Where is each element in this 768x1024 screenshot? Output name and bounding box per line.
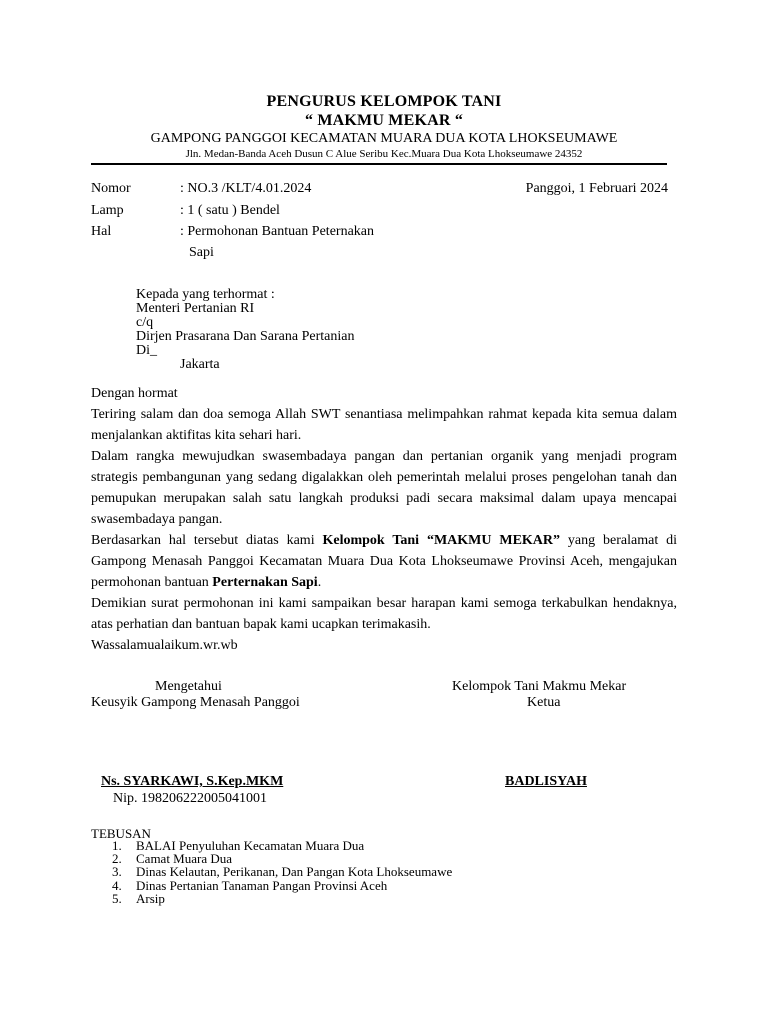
sign-left-nip: Nip. 198206222005041001 <box>113 791 267 806</box>
sign-left-name: Ns. SYARKAWI, S.Kep.MKM <box>101 774 284 789</box>
recipient-line-1: Kepada yang terhormat : <box>136 287 275 302</box>
tembusan-item: 5. Arsip <box>112 890 165 906</box>
request-bold: Perternakan Sapi <box>212 575 318 590</box>
tembusan-list <box>112 839 452 905</box>
paragraph-3-part-e: . <box>317 575 322 590</box>
sign-left-line-1: Mengetahui <box>155 679 222 694</box>
recipient-line-6: Jakarta <box>180 357 220 372</box>
tembusan-item: 1. BALAI Penyuluhan Kecamatan Muara Dua <box>112 838 365 853</box>
paragraph-3 <box>91 530 677 593</box>
tembusan-item: 2. Camat Muara Dua <box>112 851 233 867</box>
paragraph-1: Teriring salam dan doa semoga Allah SWT senantiasa melimpahkan rahmat kepada kita semua dalam menjalankan aktifitas kita sehari hari. <box>91 407 677 443</box>
tembusan-item: 3. Dinas Kelautan, Perikanan, Dan Pangan Kota Lhokseumawe <box>112 864 453 880</box>
letter-date: Panggoi, 1 Februari 2024 <box>525 181 668 196</box>
sign-left-line-2: Keusyik Gampong Menasah Panggoi <box>91 695 300 710</box>
letterhead-location: GAMPONG PANGGOI KECAMATAN MUARA DUA KOTA LHOKSEUMAWE <box>150 131 618 146</box>
paragraph-4: Demikian surat permohonan ini kami sampaikan besar harapan kami semoga terkabulkan hendaknya, atas perhatian dan bantuan bapak kami ucapkan terimakasih. <box>91 596 677 632</box>
letterhead-divider <box>91 163 667 165</box>
hal-value-cont: Sapi <box>189 245 214 260</box>
lamp-value: : 1 ( satu ) Bendel <box>180 203 280 218</box>
lamp-label: Lamp <box>91 203 124 218</box>
recipient-line-5: Di_ <box>136 343 157 358</box>
hal-value: : Permohonan Bantuan Peternakan <box>180 224 375 239</box>
sign-right-name: BADLISYAH <box>505 774 587 789</box>
hal-label: Hal <box>91 224 112 239</box>
nomor-label: Nomor <box>91 181 131 196</box>
group-name-bold: Kelompok Tani “MAKMU MEKAR” <box>322 533 561 548</box>
letterhead-org: PENGURUS KELOMPOK TANI <box>266 93 502 110</box>
sign-right-line-1: Kelompok Tani Makmu Mekar <box>452 679 627 694</box>
nomor-value: : NO.3 /KLT/4.01.2024 <box>180 181 312 196</box>
paragraph-2: Dalam rangka mewujudkan swasembadaya pangan dan pertanian organik yang menjadi program strategis pembangunan yang sedang digalakkan oleh pemerintah melalui proses pengelohan tanah dan pemupukan merupakan salah satu langkah produksi padi secara maksimal dalam upaya mencapai swasembadaya pangan. <box>91 449 677 527</box>
greeting: Dengan hormat <box>91 386 178 401</box>
recipient-line-4: Dirjen Prasarana Dan Sarana Pertanian <box>136 329 355 344</box>
tembusan-item: 4. Dinas Pertanian Tanaman Pangan Provinsi Aceh <box>112 877 388 893</box>
recipient-line-3: c/q <box>136 315 154 330</box>
letterhead-address: Jln. Medan-Banda Aceh Dusun C Alue Seribu Kec.Muara Dua Kota Lhokseumawe 24352 <box>185 148 583 160</box>
sign-right-line-2: Ketua <box>527 695 561 710</box>
tembusan-title: TEBUSAN <box>91 826 151 841</box>
paragraph-3-part-a: Berdasarkan hal tersebut diatas kami <box>91 533 323 548</box>
recipient-line-2: Menteri Pertanian RI <box>136 301 255 316</box>
paragraph-3-part-c: yang beralamat di Gampong Menasah Panggoi Kecamatan Muara Dua Kota Lhokseumawe Provinsi Aceh, mengajukan permohonan bantuan <box>91 533 677 590</box>
letter-body <box>91 383 677 656</box>
letterhead-group-name: “ MAKMU MEKAR “ <box>304 112 464 129</box>
closing: Wassalamualaikum.wr.wb <box>91 638 238 653</box>
